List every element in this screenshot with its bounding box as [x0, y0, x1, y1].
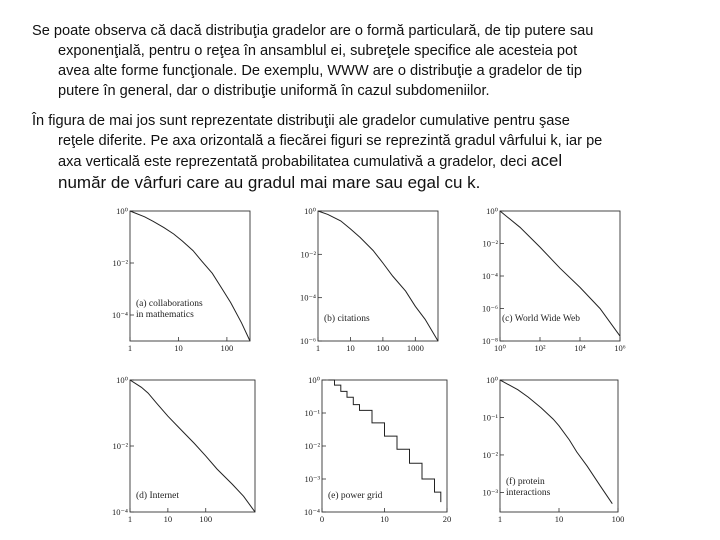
chart-caption: (e) power grid — [328, 491, 383, 501]
chart-caption: in mathematics — [136, 310, 194, 320]
x-tick-label: 10 — [346, 343, 355, 353]
x-tick-label: 100 — [220, 343, 234, 353]
y-tick-label: 10⁻³ — [482, 487, 498, 498]
x-tick-label: 100 — [376, 343, 390, 353]
x-tick-label: 1 — [315, 343, 321, 353]
chart-caption: (f) protein — [506, 477, 545, 487]
y-tick-label: 10⁰ — [304, 206, 316, 216]
y-tick-label: 10⁻⁸ — [482, 336, 498, 346]
x-tick-label: 10² — [534, 343, 546, 353]
x-tick-label: 1 — [497, 514, 503, 524]
y-tick-label: 10⁻² — [304, 441, 320, 451]
chart-panel-protein — [478, 372, 628, 532]
paragraph-line: reţele diferite. Pe axa orizontală a fiecărei figuri se reprezintă gradul vârfului k, iar pe — [58, 133, 603, 149]
y-tick-label: 10⁻⁶ — [300, 336, 316, 346]
x-tick-label: 100 — [611, 514, 625, 524]
y-tick-label: 10⁻³ — [304, 474, 320, 484]
chart-svg — [108, 205, 260, 355]
x-tick-label: 0 — [319, 514, 325, 524]
chart-caption: interactions — [506, 488, 551, 498]
y-tick-label: 10⁰ — [486, 206, 498, 216]
plot-frame — [130, 211, 250, 341]
chart-panel-citations — [296, 205, 446, 355]
chart-caption: (a) collaborations — [136, 299, 203, 309]
paragraph-line: exponenţială, pentru o reţea în ansamblul ei, subreţele specifice ale acesteia pot — [58, 43, 578, 59]
chart-svg — [108, 372, 268, 532]
chart-svg — [296, 205, 446, 355]
chart-svg — [478, 205, 638, 355]
chart-caption: (d) Internet — [136, 491, 179, 501]
y-tick-label: 10⁻⁴ — [112, 507, 128, 517]
chart-svg — [478, 372, 628, 532]
paragraph-degree-distribution — [32, 21, 692, 101]
chart-caption: (b) citations — [324, 314, 370, 324]
y-tick-label: 10⁰ — [486, 375, 498, 385]
y-tick-label: 10⁰ — [308, 375, 320, 385]
x-tick-label: 10 — [380, 514, 389, 524]
y-tick-label: 10⁰ — [116, 206, 128, 216]
x-tick-label: 20 — [442, 514, 452, 524]
y-tick-label: 10⁻⁴ — [112, 310, 128, 320]
x-tick-label: 1000 — [406, 343, 424, 353]
x-tick-label: 100 — [199, 514, 213, 524]
chart-panel-internet — [108, 372, 268, 532]
y-tick-label: 10⁰ — [116, 375, 128, 385]
paragraph-line: În figura de mai jos sunt reprezentate distribuţii ale gradelor cumulative pentru şase — [32, 113, 570, 129]
x-tick-label: 10⁴ — [574, 343, 586, 353]
x-tick-label: 1 — [127, 343, 133, 353]
x-tick-label: 10 — [163, 514, 173, 524]
y-tick-label: 10⁻⁴ — [304, 507, 320, 517]
paragraph-line: avea alte forme funcţionale. De exemplu, WWW are o distribuţie a gradelor de tip — [58, 63, 582, 79]
paragraph-line-text: axa verticală este reprezentată probabilitatea cumulativă a gradelor, deci — [58, 154, 527, 170]
y-tick-label: 10⁻¹ — [482, 412, 498, 423]
chart-panel-power-grid — [296, 372, 466, 532]
paragraph-line-large: număr de vârfuri care au gradul mai mare sau egal cu k. — [58, 173, 481, 192]
y-tick-label: 10⁻² — [482, 238, 498, 249]
x-tick-label: 10⁶ — [614, 343, 626, 353]
paragraph-line-large-tail: acel — [530, 151, 563, 170]
chart-panel-www — [478, 205, 638, 355]
x-tick-label: 10 — [174, 343, 183, 353]
y-tick-label: 10⁻⁴ — [300, 292, 316, 303]
y-tick-label: 10⁻¹ — [304, 408, 320, 418]
x-tick-label: 10⁰ — [494, 343, 506, 353]
y-tick-label: 10⁻² — [112, 441, 128, 451]
y-tick-label: 10⁻⁴ — [482, 271, 498, 281]
paragraph-line: putere în general, dar o distribuţie uniformă în cazul subdomeniilor. — [58, 83, 490, 99]
y-tick-label: 10⁻⁶ — [482, 303, 498, 314]
x-tick-label: 10 — [554, 514, 564, 524]
y-tick-label: 10⁻² — [482, 449, 498, 460]
chart-caption: (c) World Wide Web — [502, 314, 581, 324]
paragraph-line — [32, 151, 692, 172]
y-tick-label: 10⁻² — [112, 258, 128, 268]
chart-svg — [296, 372, 466, 532]
x-tick-label: 1 — [127, 514, 133, 524]
chart-panel-collaborations — [108, 205, 260, 355]
y-tick-label: 10⁻² — [300, 249, 316, 260]
paragraph-line: Se poate observa că dacă distribuţia gradelor are o formă particulară, de tip putere sau — [32, 23, 594, 39]
paragraph-figure-description — [32, 111, 692, 194]
